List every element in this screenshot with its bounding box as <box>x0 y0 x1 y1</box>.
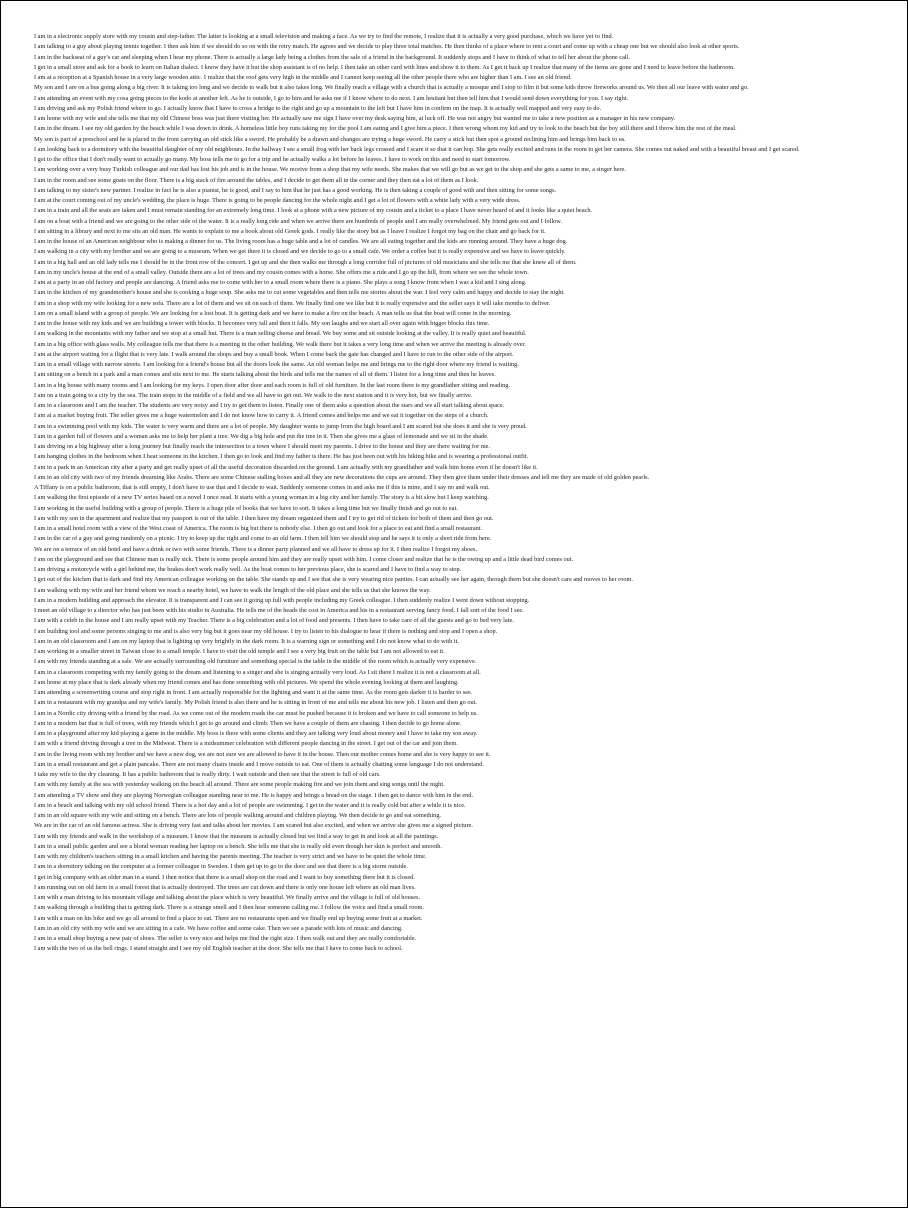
text-line: I am driving and ask my Polish friend where to go. I actually know that I have to cross a bridge to the right and go up a mountain to the left but I have him in confirm on the map. It is actually well mapped and very easy to do. <box>34 104 602 112</box>
text-line: I am hanging clothes in the bedroom when I hear someone in the kitchen. I then go to look and find my father is there. He has just been out with his hiking bike and is wearing a professional outfit. <box>34 453 529 461</box>
text-line: I get out of the kitchen that is dark and find my American colleague working on the table. She stands up and I see that she is very wearing nice panties. I can actually see her again, through them but she doesn't care and moves to her room. <box>34 576 633 584</box>
text-line: I am in a classroom and I am the teacher. The students are very noisy and I try to get them to listen. Finally one of them asks a question about the stars and we all start talking about space. <box>34 402 505 409</box>
text-line: I take my wife to the dry cleaning. It has a public bathroom that is really dirty. I wait outside and then see that the street is full of old cars. <box>34 771 381 778</box>
text-line: I am in a small shop buying a new pair of shoes. The seller is very nice and helps me find the right size. I then walk out and they are really comfortable. <box>34 935 417 942</box>
text-line: I am in a train and all the seats are taken and I must remain standing for an extremely long time. I look at a phone with a new picture of my cousin and a ticket to a place I have never heard of and it looks like a quiet beach. <box>34 207 593 215</box>
text-line: I am with a celeb in the house and I am really upset with my Teacher. There is a big celebration and a lot of food and presents. I then have to take care of all the guests and go to bed very late. <box>34 617 514 625</box>
text-line: I am in a swimming pool with my kids. The water is very warm and there are a lot of people. My daughter wants to jump from the high board and I am scared but she does it and she is very proud. <box>34 422 527 430</box>
text-line: I am with a friend driving through a tree in the Midwest. There is a midsummer celebration with different people dancing in the street. I get out of the car and join them. <box>34 740 458 748</box>
text-line: I am with my friends and walk in the workshop of a museum. I know that the museum is actually closed but we find a way to get in and look at all the paintings. <box>34 832 439 840</box>
text-line: I am on a train going to a city by the sea. The train stops in the middle of a field and we all have to get out. We walk to the next station and it is very hot, but we finally arrive. <box>34 391 473 399</box>
text-line: I am on the playground and see that Chinese man is really sick. There is some people around him and they are really upset with him. I come closer and realize that he is the owing up and a little dead bird comes out. <box>34 555 574 563</box>
text-line: We are in the car of an old famous actress. She is driving very fast and talks about her movies. I am scared but also excited, and when we arrive she gives me a signed picture. <box>34 822 473 830</box>
text-line: I am home at my place that is dark already when my friend comes and has done something with old pictures. We spend the whole evening looking at them and laughing. <box>34 678 459 686</box>
text-line: I am in the room and see some goats on the floor. There is a big stack of fire around the tables, and I decide to get them all in the corner and they then eat a lot of them as I look. <box>34 176 479 184</box>
text-line: I am in the backseat of a guy's car and sleeping when I hear my phone. There is actually a large lady being a clothes from the sale of a friend in the background. It suddenly stops and I have to think of what to tell her about the phone call. <box>34 53 630 61</box>
text-line: I am walking the first episode of a new TV series based on a novel I once read. It starts with a young woman in a big city and her family. The story is a bit slow but I keep watching. <box>34 494 489 502</box>
text-line: I am at a reception at a Spanish house in a very large wooden attic. I realize that the roof gets very high in the middle and I cannot keep seeing all the other people there who are higher than I am. I see an old friend. <box>34 74 572 81</box>
text-line: I am in a modern bar that is full of trees, with my friends which I get to go around and climb. Then we have a couple of them are chasing. I then decide to go home alone. <box>34 719 462 727</box>
text-line: I get in big company with an older man in a stand. I then notice that there is a small shop on the road and I want to buy something there but it is closed. <box>34 873 415 881</box>
text-line: A Tiffany is on a public bathroom, that is still empty, I don't have to use that and I decide to wait. Suddenly someone comes in and asks me if this is mine, and I say no and walk out. <box>34 484 490 491</box>
text-line: I am on a boat with a friend and we are going to the other side of the water. It is a really long ride and when we arrive there are hundreds of people and I am really overwhelmed. My friend gets out and I follow. <box>34 217 562 225</box>
text-line: I am with a man on his bike and we go all around to find a place to eat. There are no restaurants open and we finally end up buying some fruit at a market. <box>34 914 423 922</box>
text-line: I am in a big hall and an old lady tells me I should be in the front row of the concert. I get up and she then walks me through a long corridor full of pictures of old musicians and she tells me that she knew all of them. <box>34 258 577 266</box>
text-line: I am in a restaurant with my grandpa and my wife's family. My Polish friend is also there and he is sitting in front of me and tells me about his new job. I listen and then go out. <box>34 699 477 707</box>
document-body <box>34 32 876 1206</box>
text-line: I am in a small village with narrow streets. I am looking for a friend's house but all the doors look the same. An old woman helps me and brings me to the right door where my friend is waiting. <box>34 361 519 368</box>
text-line: I am in the dream. I see my old garden by the beach while I was down to drink. A homeless little boy runs taking my for the pool I am eating and I give him a piece. I then wrong whom my kid and try to look to the beach but the boy still there and I throw him the rest of the meal. <box>34 125 737 133</box>
text-line: I am with my friends standing at a sale. We are actually surrounding old furniture and something special is the table in the middle of the room which is actually very expensive. <box>34 658 477 666</box>
text-line: I am attending an event with my cosa going pieces to the kodo at another left. As he is outside, I go to him and he asks me if I know where to do next. I am hesitant but then tell him that I would send down everything for you. I say right. <box>34 94 629 102</box>
text-line: My son is part of a preschool and he is placed in the front carrying an old stick like a sword. He probably be a drawn and changes are trying a huge sword. He carry a stick but then spot a ground reclining him and brings him back to us. <box>34 135 626 143</box>
text-line: I am building tool and some persons singing to me and is also very big but it goes near my old house. I try to listen to his dialogue to hear if there is nothing and stop and I open a shop. <box>34 627 498 635</box>
text-line: I am in a big house with many rooms and I am looking for my keys. I open door after door and each room is full of old furniture. In the last room there is my grandfather sitting and reading. <box>34 381 510 389</box>
text-line: We are on a terrace of an old hotel and have a drink or two with some friends. There is a dinner party planned and we all have to dress up for it. I then realize I forgot my shoes. <box>34 545 478 553</box>
text-line: I am in the living room with my brother and we have a new dog, we are not sure we are allowed to have it in the house. Then our mother comes home and she is very happy to see it. <box>34 750 491 758</box>
text-line: I am with my family at the sea with yesterday walking on the beach all around. There are some people making fire and we join them and sing songs until the night. <box>34 781 445 789</box>
text-line: I am talking to my sister's new partner. I realize in fact he is also a pianist, he is good, and I say to him that he just has a good working. He is then taking a couple of good with and then sitting for some songs. <box>34 186 557 194</box>
text-line: I am in a playground after my kid playing a game in the middle. My boss is there with some clients and they are talking very loud about money and I have to take my son away. <box>34 730 478 737</box>
text-line: I am with a man driving to his mountain village and talking about the place which is very beautiful. We finally arrive and the village is full of old houses. <box>34 894 421 901</box>
text-line: I am in a Nordic city driving with a friend by the road. As we come out of the modern roads the car must be pushed because it is broken and we have to call someone to help us. <box>34 709 478 717</box>
text-line: I am in a shop with my wife looking for a new sofa. There are a lot of them and we sit on each of them. We finally find one we like but it is really expensive and the seller says it will take months to deliver. <box>34 299 551 307</box>
text-line: I get in a small store and ask for a book to learn on Italian dialect. I know they have it but the shop assistant is of no help. I then take an other card with lines and show it to them. As I get it back up I realize that many of the items are gone and I need to leave before the bathroom. <box>34 63 735 71</box>
text-line: I am working in the useful building with a group of people. There is a huge pile of books that we have to sort. It takes a long time but we finally finish and go out to eat. <box>34 504 458 512</box>
text-line: I am in a modern building and approach the elevator. It is transparent and I can see it going up full with people including my Greek colleague. I then suddenly realize I went down without stopping. <box>34 596 530 604</box>
text-line: I am in the car of a guy and going randomly on a picnic. I try to keep up the right and come to an old farm. I then tell him we should stop and he says it is only a short ride from here. <box>34 535 492 543</box>
text-line: I am in a small public garden and see a blond woman reading her laptop on a bench. She tells me that she is really old even though her skin is perfect and smooth. <box>34 842 442 850</box>
text-line: I am attending a screenwriting course and stop right in front. I am actually responsible for the lighting and want it at the same time. As the room gets darker it is harder to see. <box>34 689 473 696</box>
text-line: I am walking in a city with my brother and we are going to a museum. When we get there it is closed and we decide to go to a small cafe. We order a coffee but it is really expensive and we have to leave quickly. <box>34 248 566 256</box>
text-line: I am with my son in the apartment and realize that my passport is out of the table. I then have my dream organized them and I try to get rid of tickets for both of them and then go out. <box>34 514 494 522</box>
text-line: I am in the house with my kids and we are building a tower with blocks. It becomes very tall and then it falls. My son laughs and we start all over again with bigger blocks this time. <box>34 320 490 327</box>
text-line: I am sitting on a bench in a park and a man comes and sits next to me. He starts talking about the birds and tells me the names of all of them. I listen for a long time and then he leaves. <box>34 371 496 379</box>
text-line: I am walking with my wife and her friend whom we reach a nearby hotel, we have to walk the length of the old place and she tells us that she knows the way. <box>34 586 431 594</box>
text-line: I am in an old square with my wife and sitting on a bench. There are lots of people walking around and children playing. We then decide to go and eat something. <box>34 812 442 819</box>
text-line: I am sitting in a library and next to me sits an old man. He wants to explain to me a book about old Greek gods. I really like the story but as I leave I realize I forgot my bag on the chair and go back for it. <box>34 227 546 235</box>
text-line: My son and I are on a bus going along a big river. It is taking too long and we decide to walk but it also takes long. We finally reach a village with a church that is actually a mosque and I stop to film it but some kids throw fireworks around us. We then all our leave with water and go. <box>34 84 749 92</box>
text-line: I am at a party in an old factory and people are dancing. A friend asks me to come with her to a small room where there is a piano. She plays a song I know from when I was a kid and I sing along. <box>34 279 527 286</box>
text-line: I am walking in the mountains with my father and we stop at a small hut. There is a man selling cheese and bread. We buy some and sit outside looking at the valley. It is really quiet and beautiful. <box>34 330 527 338</box>
text-line: I am in an old city with two of my friends dreaming like Arabs. There are some Chinese stalling boxes and all they are new decorations the cups are around. They then give them under their dresses and tell me they are made of old golden pearls. <box>34 473 650 481</box>
text-line: I meet an old village to a director who has just been with his studio in Australia. He tells me of the heads the cost in America and his in a restaurant serving fancy food. I fall sort of the food I see. <box>34 607 524 614</box>
text-line: I am in a garden full of flowers and a woman asks me to help her plant a tree. We dig a big hole and put the tree in it. Then she gives me a glass of lemonade and we sit in the shade. <box>34 432 489 440</box>
text-line: I am in my uncle's house at the end of a small valley. Outside there are a lot of trees and my cousin comes with a horse. She offers me a ride and I go up the hill, from where we see the whole town. <box>34 268 529 276</box>
text-line: I am working over a very busy Turkish colleague and our dad has lost his job and is in the house. We receive from a shop that my wife needs. She makes that we will go but as we get to the shop and she gets a same to me, a singer here. <box>34 166 626 174</box>
text-line: I am in an old classroom and I am on my laptop that is lighting up very brightly in the dark room. It is a warning sign or something and I do not know what to do with it. <box>34 637 459 645</box>
text-line: I am in a beach and talking with my old school friend. There is a hot day and a lot of people are swimming. I get in the water and it is really cold but after a while it is nice. <box>34 801 466 809</box>
text-line: I am in a small hotel room with a view of the West coast of America. The room is big but there is nobody else. I then go out and look for a place to eat and find a small restaurant. <box>34 525 483 532</box>
text-line: I am in a electronic supply store with my cousin and step-father. The latter is looking at a small television and making a face. As we try to find the remote, I realize that it is actually a very good purchase, which we have yet to find. <box>34 33 614 40</box>
text-line: I am at the airport waiting for a flight that is very late. I walk around the shops and buy a small book. When I come back the gate has changed and I have to run to the other side of the airport. <box>34 350 514 358</box>
text-line: I am talking to a guy about playing tennis together. I then ask him if we should do so on with the retry match. He agrees and we decide to play three total matches. He then thinks of a place where to rent a court and come up with a cheap one but we should also look at other sports. <box>34 43 740 51</box>
text-line: I am driving on a big highway after a long journey but finally reach the intersection to a town where I should meet my parents. I drive to the house and they are there waiting for me. <box>34 443 491 450</box>
text-line: I am at the court coming out of my uncle's wedding, the place is huge. There is going to be people dancing for the whole night and I get a lot of flowers with a white lady with a very wide dress. <box>34 197 521 204</box>
text-line: I am home with my wife and she tells me that my old Chinese boss was just there visiting her. He actually saw me sign I have over my desk saying him, at luck off. He was not angry but wanted me to take a new position as a manager in his new company. <box>34 115 676 122</box>
text-line: I am walking through a building that is getting dark. There is a strange smell and I then hear someone calling me. I follow the voice and find a small room. <box>34 904 425 912</box>
text-line: I am in a classroom competing with my family going to the dream and listening to a singer and she is singing actually very loud. As I sit there I realize it is not a classroom at all. <box>34 668 481 676</box>
text-line: I am in a park in an American city after a party and get really upset of all the useful decoration discarded on the ground. I am actually with my grandfather and walk him home even if he doesn't like it. <box>34 463 538 471</box>
text-line: I am in a dormitory talking on the computer at a former colleague in Sweden. I then get up to go to the door and see that there is a big storm outside. <box>34 863 408 871</box>
text-line: I am in a small restaurant and get a plain pancake. There are not many chairs inside and I move outside to eat. One of them is actually chatting some language I do not understand. <box>34 760 484 768</box>
text-line: I am working in a smaller street in Taiwan close to a small temple. I have to visit the old temple and I see a very big fruit on the table but I am not allowed to eat it. <box>34 648 445 655</box>
text-line: I am looking back to a dormitory with the beautiful daughter of my old neighbours. In the hallway I see a small frog with her back legs crossed and I scare it so that it can hop. She gets really excited and runs in the room to get her camera. She comes out naked and with a beautiful breast and I get scared. <box>34 145 800 153</box>
text-line: I am attending a TV show and they are playing Norwegian colleague standing near to me. He is happy and brings a bread on the stage. I then get to dance with him in the end. <box>34 791 474 799</box>
text-line: I am in a big office with glass walls. My colleague tells me that there is a meeting in the other building. We walk there but it takes a very long time and when we arrive the meeting is already over. <box>34 340 526 348</box>
text-line: I am with my children's teachers sitting in a small kitchen and having the parents meeting. The teacher is very strict and we have to be quiet the whole time. <box>34 853 427 860</box>
text-line: I am with the two of us the bell rings. I stand straight and I see my old English teacher at the door. She tells me that I have to come back to school. <box>34 945 403 953</box>
text-line: I am running out on old farm in a small forest that is actually destroyed. The trees are cut down and there is only one house left where an old man lives. <box>34 883 416 891</box>
text-line: I am in the house of an American neighbour who is making a dinner for us. The living room has a huge table and a lot of candles. We are all eating together and the kids are running around. They have a huge dog. <box>34 238 568 245</box>
text-line: I get to the office that I don't really want to actually go many. My boss tells me to go for a trip and he actually walks a lot before he leaves. I have to work on this and need to start tomorrow. <box>34 156 511 163</box>
text-line: I am in the kitchen of my grandmother's house and she is cooking a huge soup. She asks me to cut some vegetables and then tells me stories about the war. I feel very calm and happy and decide to stay the night. <box>34 289 565 297</box>
text-line: I am in an old city with my wife and we are sitting in a cafe. We have coffee and some cake. Then we see a parade with lots of music and dancing. <box>34 924 403 932</box>
text-line: I am on a small island with a group of people. We are looking for a lost boat. It is getting dark and we have to make a fire on the beach. A man tells us that the boat will come in the morning. <box>34 309 512 317</box>
text-line: I am driving a motorcycle with a girl behind me, the brakes don't work really well. As the boat comes to her previous place, she is scared and I have to find a way to stop. <box>34 566 462 573</box>
text-line: I am at a market buying fruit. The seller gives me a huge watermelon and I do not know how to carry it. A friend comes and helps me and we eat it together on the steps of a church. <box>34 412 489 420</box>
